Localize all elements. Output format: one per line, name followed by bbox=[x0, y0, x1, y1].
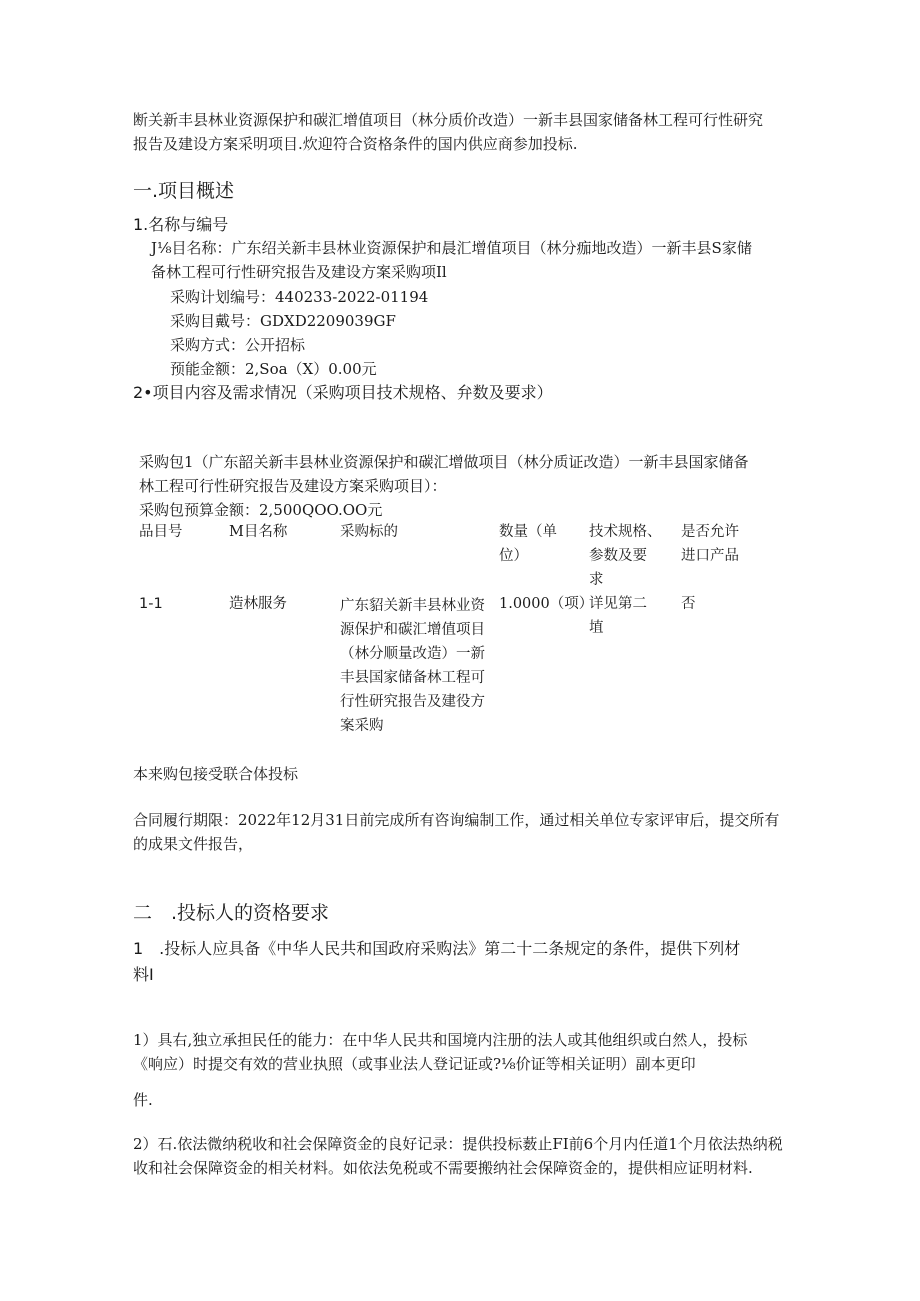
contract-line-1: 合同履行期限：2022年12月31日前完成所有咨询编制工作，通过相关单位专家评审后，提交所有 bbox=[133, 811, 780, 829]
item-2-line-2: 收和社会保障资金的相关材料。如依法免税或不需要搬纳社会保障资金的，提供相应证明材料. bbox=[133, 1159, 753, 1177]
row-item-name: 造林服务 bbox=[229, 596, 287, 612]
row-target-line-6: 案采购 bbox=[340, 718, 384, 734]
section-2-1-line-2: 料I bbox=[133, 965, 154, 984]
section-1-title: 一.项目概述 bbox=[133, 180, 235, 202]
row-spec-1: 详见第二 bbox=[589, 596, 647, 612]
item-2-line-1: 2）石.依法微纳税收和社会保障资金的良好记录：提供投标薮止FI前6个月内任道1个月依法热纳税 bbox=[133, 1135, 783, 1153]
header-import-2: 进口产品 bbox=[681, 548, 739, 564]
consortium-note: 本来购包接受联合体投标 bbox=[133, 765, 299, 783]
section-1-1-title: 1.名称与编号 bbox=[133, 215, 229, 234]
package-budget: 采购包预算金额：2,500QOO.OO元 bbox=[139, 501, 383, 519]
intro-line-1: 断关新丰县林业资源保护和碳汇增值项目（林分质价改造）一新丰县国家储备林工程可行性研究 bbox=[133, 111, 764, 129]
item-1-line-1: 1）具右,独立承担民任的能力：在中华人民共和国境内注册的法人或其他组织或白然人，投标 bbox=[133, 1031, 748, 1049]
row-target-line-4: 丰县国家储备林工程可 bbox=[340, 670, 485, 686]
header-spec-3: 求 bbox=[589, 572, 604, 588]
project-name-line-2: 备林工程可行性研究报告及建设方案采购项Il bbox=[151, 263, 447, 281]
row-target-line-2: 源保护和碳汇增值项目 bbox=[340, 622, 485, 638]
budget-amount: 预能金额：2,Soa（X）0.00元 bbox=[170, 360, 377, 378]
item-1-line-2: 《响应）时提交有效的营业执照（或事业法人登记证或?⅛价证等相关证明）副本更印 bbox=[133, 1055, 696, 1073]
plan-number: 采购计划编号：440233-2022-01194 bbox=[170, 288, 429, 306]
package-line-2: 林工程可行性研究报告及建设方案采购项目）： bbox=[139, 477, 447, 495]
row-target-line-5: 行性研究报告及建役方 bbox=[340, 694, 485, 710]
project-number: 采购目戴号：GDXD2209039GF bbox=[170, 312, 396, 330]
section-1-2-title: 2•项目内容及需求情况（采购项目技术规格、弁数及要求） bbox=[133, 383, 553, 402]
row-target-line-1: 广东貂关新丰县林业资 bbox=[340, 598, 485, 614]
package-line-1: 采购包1（广东韶关新丰县林业资源保护和碳汇增做项目（林分质证改造）一新丰县国家储备 bbox=[139, 453, 749, 471]
header-spec-2: 参数及要 bbox=[589, 548, 647, 564]
header-item-name: M目名称 bbox=[229, 524, 288, 540]
row-target-line-3: （林分顺量改造）一新 bbox=[340, 646, 485, 662]
header-spec-1: 技术规格、 bbox=[589, 524, 662, 540]
section-2-title: 二 .投标人的资格要求 bbox=[133, 902, 330, 924]
row-import: 否 bbox=[681, 596, 696, 612]
header-target: 采购标的 bbox=[340, 524, 398, 540]
contract-line-2: 的成果文件报告， bbox=[133, 835, 254, 853]
item-1-line-3: 件. bbox=[133, 1091, 153, 1109]
header-quantity-2: 位） bbox=[499, 548, 528, 564]
header-import-1: 是否允许 bbox=[681, 524, 739, 540]
header-item-no: 品目号 bbox=[139, 524, 183, 540]
intro-line-2: 报告及建设方案采明项目.炊迎符合资格条件的国内供应商参加投标. bbox=[133, 135, 578, 153]
project-name-line-1: J⅛目名称：广东绍关新丰县林业资源保护和晨汇增值项目（林分痂地改造）一新丰县S家储 bbox=[151, 239, 752, 257]
row-spec-2: 埴 bbox=[589, 620, 604, 636]
header-quantity-1: 数量（单 bbox=[499, 524, 557, 540]
row-quantity: 1.0000（项） bbox=[499, 596, 594, 612]
row-item-no: 1-1 bbox=[139, 596, 163, 612]
procurement-method: 采购方式：公开招标 bbox=[170, 336, 306, 354]
section-2-1-line-1: 1 .投标人应具备《中华人民共和国政府采购法》第二十二条规定的条件，提供下列材 bbox=[133, 939, 741, 958]
